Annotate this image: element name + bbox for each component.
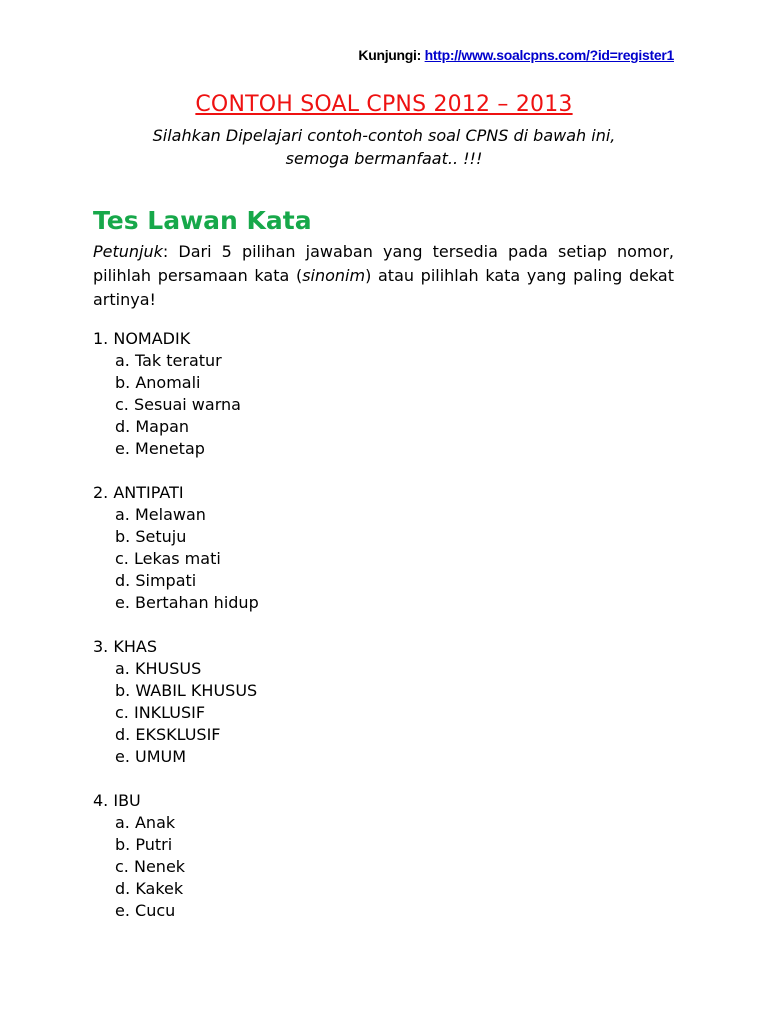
question-header [93, 636, 674, 658]
option-a [93, 504, 674, 526]
option-letter: b. [115, 527, 131, 546]
question-number: 3. [93, 637, 109, 656]
option-text: Kakek [135, 879, 184, 898]
option-c [93, 856, 674, 878]
option-letter: d. [115, 571, 131, 590]
option-letter: b. [115, 681, 131, 700]
instructions [93, 240, 674, 312]
option-text: EKSKLUSIF [135, 725, 221, 744]
option-letter: a. [115, 351, 130, 370]
question-word: IBU [113, 791, 141, 810]
question-1 [93, 328, 674, 460]
option-e [93, 900, 674, 922]
option-letter: e. [115, 901, 130, 920]
page-title: CONTOH SOAL CPNS 2012 – 2013 [195, 92, 573, 117]
question-header [93, 790, 674, 812]
instructions-text-2: ) atau pilihlah kata yang paling dekat artinya! [93, 266, 674, 309]
option-text: Simpati [135, 571, 197, 590]
question-list [93, 328, 674, 944]
option-text: Mapan [135, 417, 190, 436]
question-word: ANTIPATI [113, 483, 184, 502]
option-a [93, 350, 674, 372]
option-text: Menetap [135, 439, 205, 458]
option-c [93, 394, 674, 416]
section-heading: Tes Lawan Kata [93, 206, 312, 235]
subtitle-line-1: Silahkan Dipelajari contoh-contoh soal CPNS di bawah ini, [152, 126, 616, 145]
option-letter: c. [115, 703, 129, 722]
option-e [93, 746, 674, 768]
option-text: Melawan [134, 505, 206, 524]
question-number: 4. [93, 791, 109, 810]
question-4 [93, 790, 674, 922]
option-text: Sesuai warna [133, 395, 241, 414]
option-text: Bertahan hidup [135, 593, 259, 612]
question-3 [93, 636, 674, 768]
instructions-label: Petunjuk [93, 242, 163, 261]
instructions-text-1: : Dari 5 pilihan jawaban yang tersedia pada setiap nomor, pilihlah persamaan kata ( [93, 242, 674, 285]
question-number: 2. [93, 483, 109, 502]
option-letter: b. [115, 835, 131, 854]
option-letter: e. [115, 593, 130, 612]
option-b [93, 834, 674, 856]
question-word: NOMADIK [113, 329, 191, 348]
option-letter: d. [115, 879, 131, 898]
option-text: INKLUSIF [133, 703, 206, 722]
option-d [93, 416, 674, 438]
question-word: KHAS [113, 637, 157, 656]
option-letter: e. [115, 439, 130, 458]
question-header [93, 328, 674, 350]
option-text: Putri [135, 835, 173, 854]
option-text: Tak teratur [134, 351, 222, 370]
option-b [93, 526, 674, 548]
option-letter: a. [115, 659, 130, 678]
option-letter: d. [115, 725, 131, 744]
option-d [93, 570, 674, 592]
option-d [93, 724, 674, 746]
option-letter: b. [115, 373, 131, 392]
option-letter: c. [115, 395, 129, 414]
option-b [93, 372, 674, 394]
option-text: Cucu [135, 901, 176, 920]
option-text: Anomali [135, 373, 201, 392]
option-e [93, 592, 674, 614]
option-text: WABIL KHUSUS [135, 681, 258, 700]
option-letter: d. [115, 417, 131, 436]
option-letter: a. [115, 813, 130, 832]
option-text: Lekas mati [133, 549, 221, 568]
instructions-term: sinonim [302, 266, 366, 285]
visit-label: Kunjungi: [358, 47, 422, 63]
option-a [93, 812, 674, 834]
question-header [93, 482, 674, 504]
visit-header [358, 47, 674, 63]
option-e [93, 438, 674, 460]
option-a [93, 658, 674, 680]
option-text: UMUM [135, 747, 187, 766]
option-text: Anak [134, 813, 176, 832]
option-letter: c. [115, 549, 129, 568]
option-text: Setuju [135, 527, 187, 546]
question-number: 1. [93, 329, 109, 348]
register-link[interactable]: http://www.soalcpns.com/?id=register1 [424, 47, 674, 63]
option-c [93, 548, 674, 570]
option-b [93, 680, 674, 702]
option-c [93, 702, 674, 724]
option-text: Nenek [133, 857, 186, 876]
option-letter: e. [115, 747, 130, 766]
subtitle-line-2: semoga bermanfaat.. !!! [285, 149, 483, 168]
option-letter: c. [115, 857, 129, 876]
option-letter: a. [115, 505, 130, 524]
question-2 [93, 482, 674, 614]
option-text: KHUSUS [134, 659, 202, 678]
page-subtitle [0, 124, 768, 170]
option-d [93, 878, 674, 900]
